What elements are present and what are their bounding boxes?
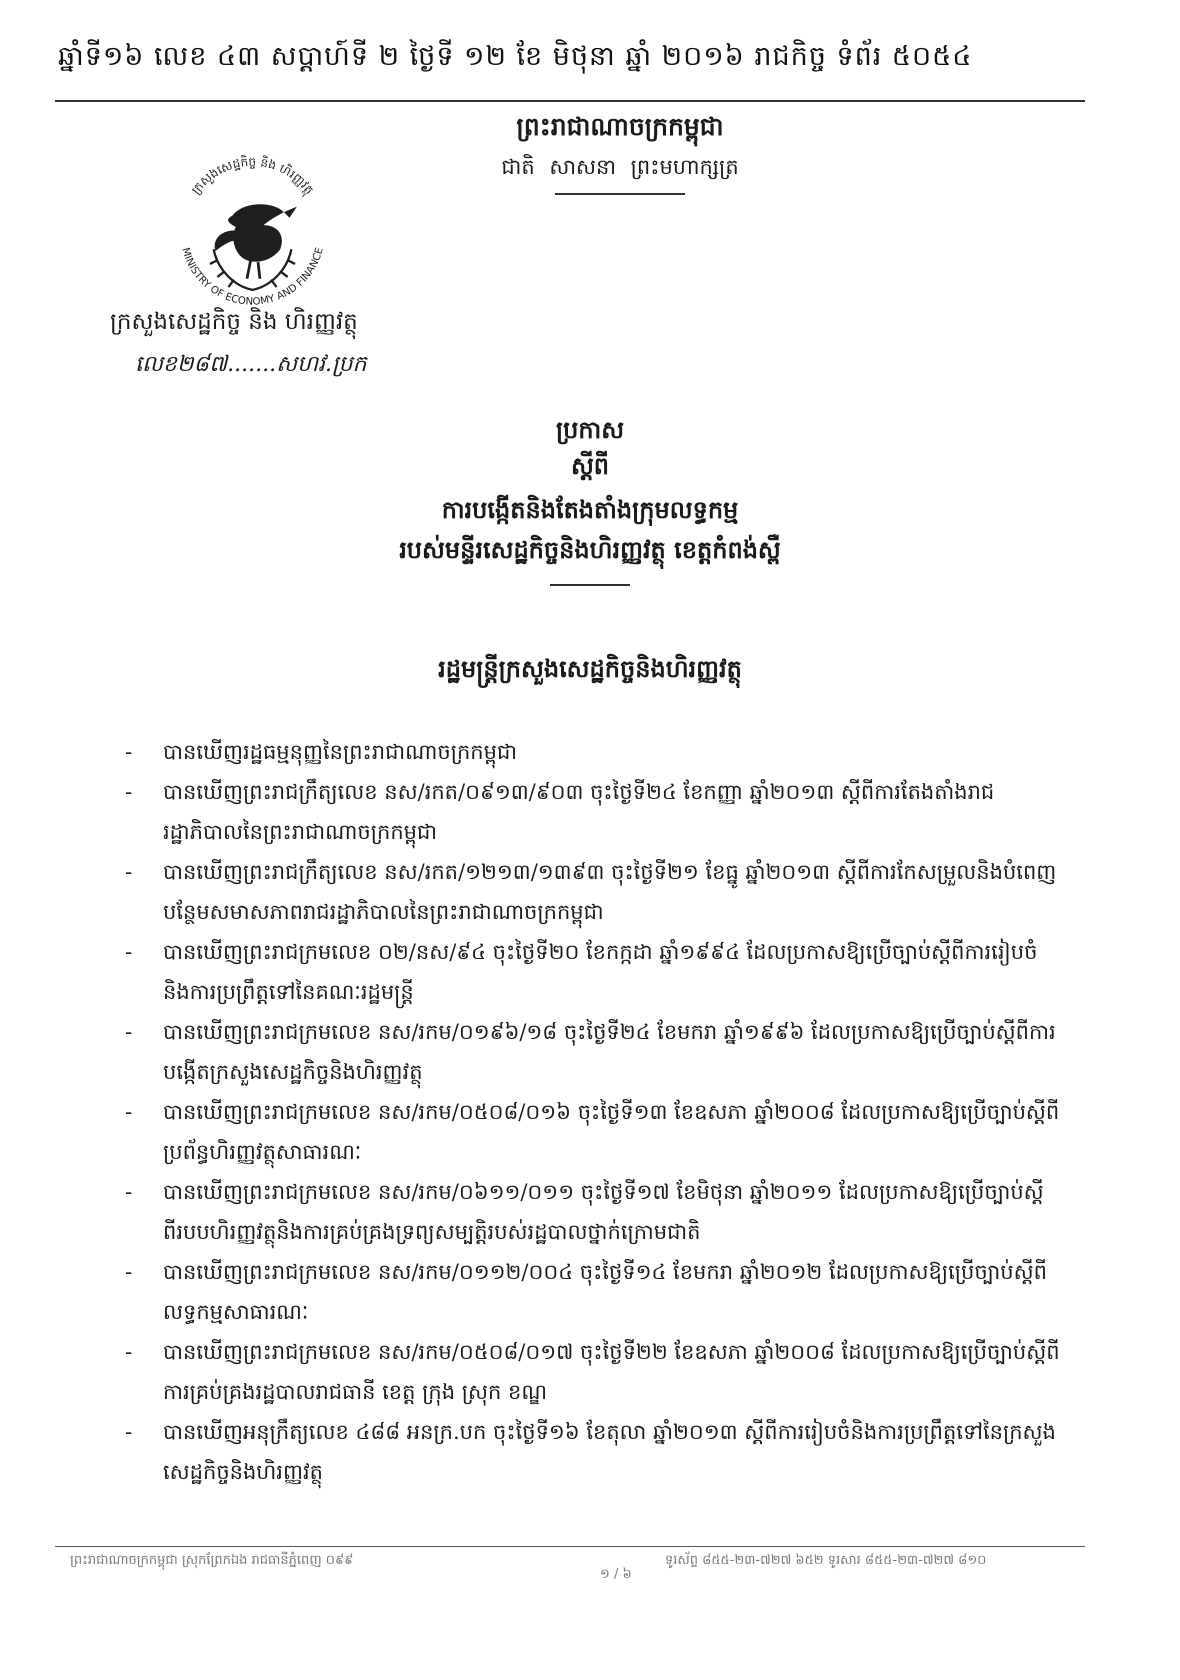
- list-item: - បានឃើញព្រះរាជក្រមលេខ ០២/នស/៩៤ ចុះថ្ងៃទី២០ ខែកក្កដា ឆ្នាំ១៩៩៤ ដែលប្រកាសឱ្យប្រើច្បាប់ស្តីពីការរៀបចំនិងការប្រព្រឹត្តទៅនៃគណៈរដ្ឋមន្ត្រី: [125, 932, 1060, 1012]
- seal-khmer-text: ក្រសួងសេដ្ឋកិច្ច និង ហិរញ្ញវត្ថុ: [188, 154, 317, 197]
- title-about: ស្តីពី: [570, 451, 610, 480]
- minister-heading: រដ្ឋមន្ត្រីក្រសួងសេដ្ឋកិច្ចនិងហិរញ្ញវត្ថុ: [438, 654, 742, 683]
- title-line-2: របស់មន្ទីរសេដ្ឋកិច្ចនិងហិរញ្ញវត្ថុ ខេត្តកំពង់ស្ពឺ: [399, 535, 781, 564]
- kingdom-name: ព្រះរាជាណាចក្រកម្ពុជា: [516, 112, 724, 141]
- list-item: - បានឃើញព្រះរាជក្រមលេខ នស/រកម/០៥០៨/០១៧ ចុះថ្ងៃទី២២ ខែឧសភា ឆ្នាំ២០០៨ ដែលប្រកាសឱ្យប្រើច្បាប់ស្តីពីការគ្រប់គ្រងរដ្ឋបាលរាជធានី ខេត្ត ក្រុង ស្រុក ខណ្ឌ: [125, 1332, 1060, 1412]
- list-item: - បានឃើញព្រះរាជក្រឹត្យលេខ នស/រកត/០៩១៣/៩០៣ ចុះថ្ងៃទី២៤ ខែកញ្ញា ឆ្នាំ២០១៣ ស្តីពីការតែងតាំងរាជរដ្ឋាភិបាលនៃព្រះរាជាណាចក្រកម្ពុជា: [125, 772, 1060, 852]
- gazette-header: ឆ្នាំទី១៦ លេខ ៤៣ សប្តាហ៍ទី ២ ថ្ងៃទី ១២ ខែ មិថុនា ឆ្នាំ ២០១៦ រាជកិច្ច ទំព័រ ៥០៥៤: [58, 41, 973, 72]
- kingdom-motto: ជាតិ សាសនា ព្រះមហាក្សត្រ: [501, 155, 739, 179]
- list-item: - បានឃើញព្រះរាជក្រមលេខ នស/រកម/០១១២/០០៤ ចុះថ្ងៃទី១៤ ខែមករា ឆ្នាំ២០១២ ដែលប្រកាសឱ្យប្រើច្បាប់ស្តីពីលទ្ធកម្មសាធារណៈ: [125, 1252, 1060, 1332]
- footer-rule: [55, 1546, 1085, 1547]
- document-title-block: [180, 410, 1000, 586]
- list-item: - បានឃើញព្រះរាជក្រឹត្យលេខ នស/រកត/១២១៣/១៣៩៣ ចុះថ្ងៃទី២១ ខែធ្នូ ឆ្នាំ២០១៣ ស្តីពីការកែសម្រួលនិងបំពេញបន្ថែមសមាសភាពរាជរដ្ឋាភិបាលនៃព្រះរាជាណាចក្រកម្ពុជា: [125, 852, 1060, 932]
- ornament-divider: [550, 584, 630, 586]
- list-item: - បានឃើញអនុក្រឹត្យលេខ ៤៨៨ អនក្រ.បក ចុះថ្ងៃទី១៦ ខែតុលា ឆ្នាំ២០១៣ ស្តីពីការរៀបចំនិងការប្រព្រឹត្តទៅនៃក្រសួងសេដ្ឋកិច្ចនិងហិរញ្ញវត្ថុ: [125, 1412, 1060, 1492]
- header-rule: [55, 100, 1085, 102]
- page-number: ១ / ៦: [600, 1567, 632, 1582]
- list-item: - បានឃើញរដ្ឋធម្មនុញ្ញនៃព្រះរាជាណាចក្រកម្ពុជា: [125, 732, 1060, 772]
- list-item: - បានឃើញព្រះរាជក្រមលេខ នស/រកម/០១៩៦/១៨ ចុះថ្ងៃទី២៤ ខែមករា ឆ្នាំ១៩៩៦ ដែលប្រកាសឱ្យប្រើច្បាប់ស្តីពីការបង្កើតក្រសួងសេដ្ឋកិច្ចនិងហិរញ្ញវត្ថុ: [125, 1012, 1060, 1092]
- kingdom-heading: [430, 112, 810, 195]
- reference-number: លេខ២៨៧.......សហវ.ប្រក: [135, 352, 367, 377]
- list-item: - បានឃើញព្រះរាជក្រមលេខ នស/រកម/០៥០៨/០១៦ ចុះថ្ងៃទី១៣ ខែឧសភា ឆ្នាំ២០០៨ ដែលប្រកាសឱ្យប្រើច្បាប់ស្តីពីប្រព័ន្ធហិរញ្ញវត្ថុសាធារណៈ: [125, 1092, 1060, 1172]
- footer-address: ព្រះរាជាណាចក្រកម្ពុជា ស្រុកព្រែកឯង រាជធានីភ្នំពេញ ០៩៩: [70, 1553, 354, 1568]
- footer-contact: ទូរស័ព្ទ ៨៥៥-២៣-៧២៧ ៦៥២ ទូរសារ ៨៥៥-២៣-៧២៧ ៨១០: [665, 1553, 987, 1568]
- title-line-1: ការបង្កើតនិងតែងតាំងក្រុមលទ្ធកម្ម: [441, 495, 739, 524]
- list-item: - បានឃើញព្រះរាជក្រមលេខ នស/រកម/០៦១១/០១១ ចុះថ្ងៃទី១៧ ខែមិថុនា ឆ្នាំ២០១១ ដែលប្រកាសឱ្យប្រើច្បាប់ស្តីពីរបបហិរញ្ញវត្ថុនិងការគ្រប់គ្រងទ្រព្យសម្បត្តិរបស់រដ្ឋបាលថ្នាក់ក្រោមជាតិ: [125, 1172, 1060, 1252]
- ornament-divider: [555, 193, 685, 195]
- reference-list: [125, 732, 1060, 1492]
- document-type: ប្រកាស: [555, 415, 625, 444]
- ministry-seal-icon: [160, 140, 345, 325]
- ministry-name: ក្រសួងសេដ្ឋកិច្ច និង ហិរញ្ញវត្ថុ: [110, 309, 358, 335]
- seal-english-text: MINISTRY OF ECONOMY AND FINANCE: [179, 246, 326, 308]
